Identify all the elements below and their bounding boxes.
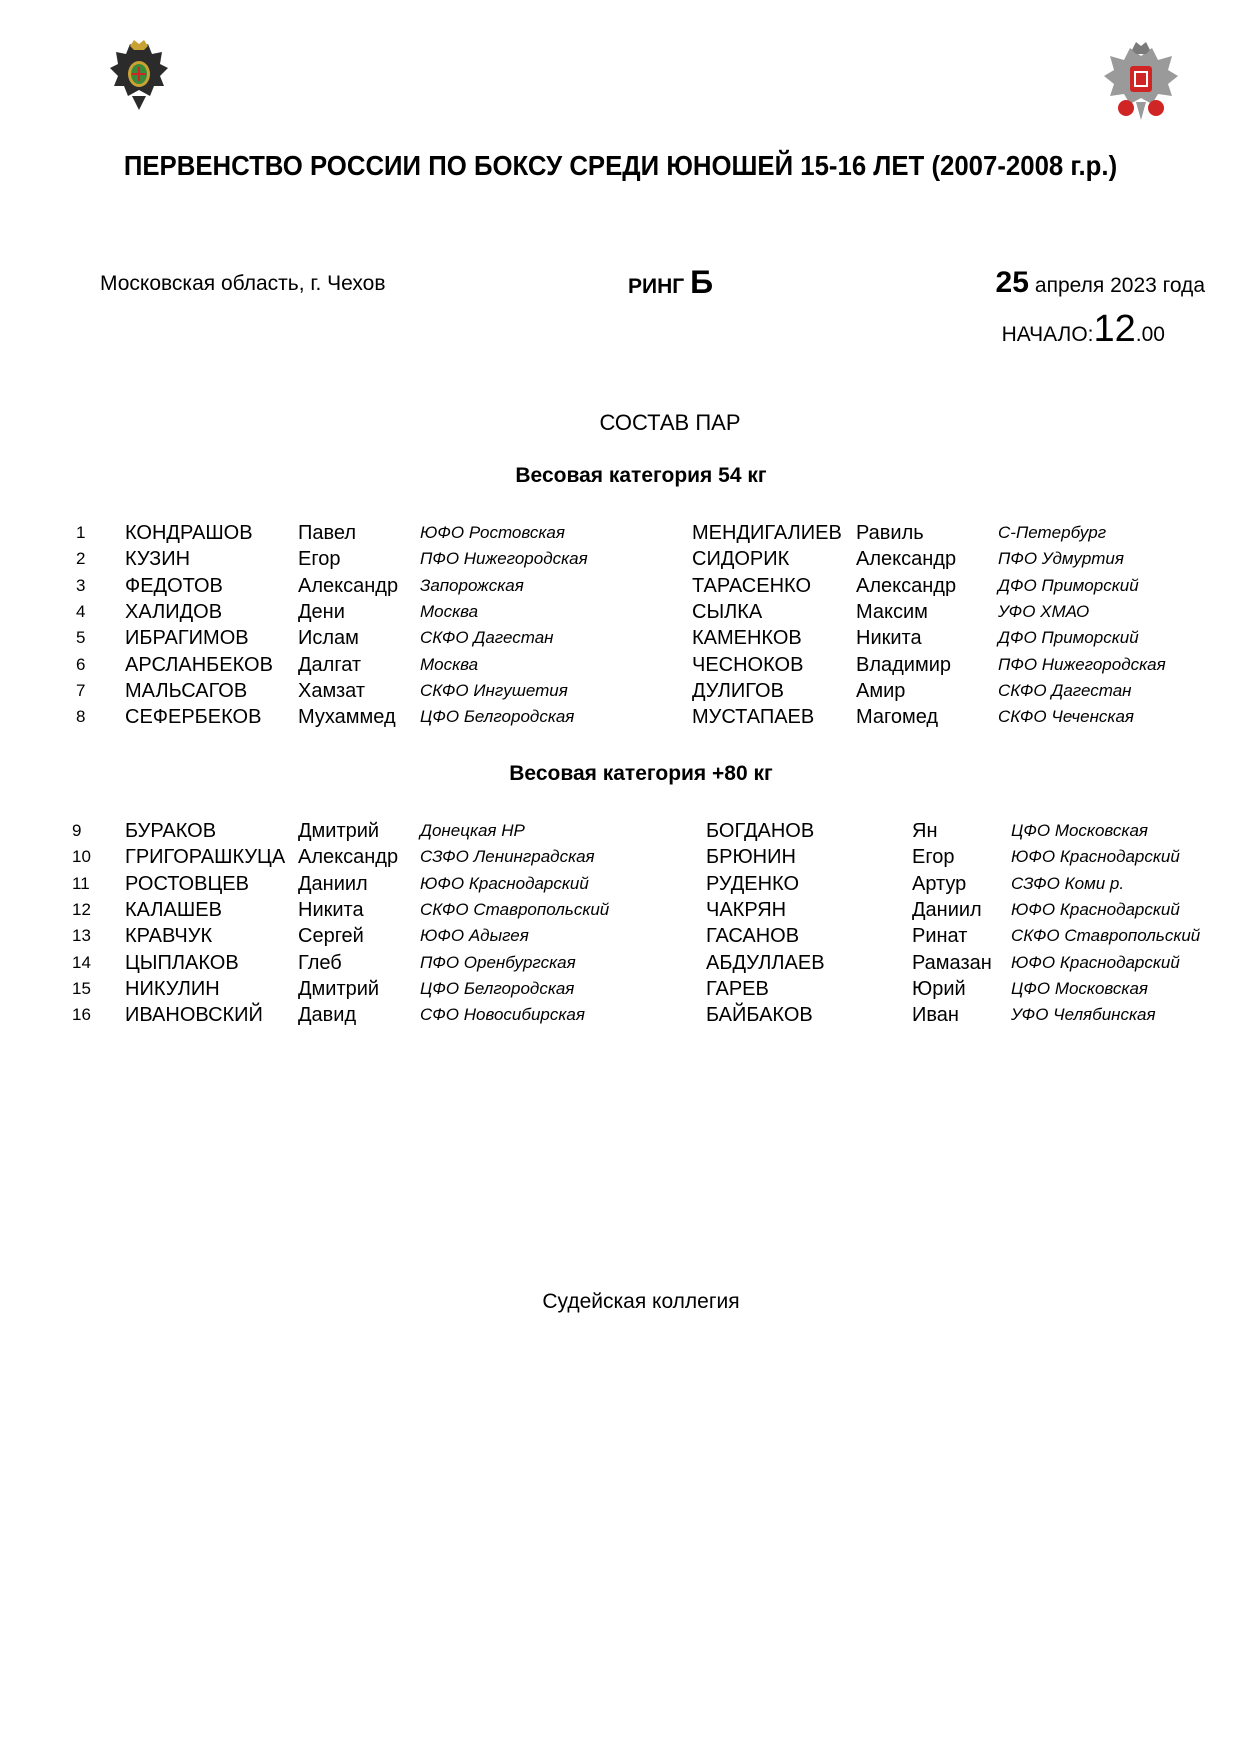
blue-corner-last-name: ЧАКРЯН xyxy=(706,898,787,921)
date-day: 25 xyxy=(995,266,1029,299)
red-corner-region: Москва xyxy=(420,654,479,674)
red-corner-first-name: Давид xyxy=(298,1004,357,1027)
blue-corner-first-name: Юрий xyxy=(912,977,966,1000)
red-corner-region: ЮФО Адыгея xyxy=(420,926,529,946)
blue-corner-region: СКФО Ставропольский xyxy=(1011,926,1201,946)
pair-number: 5 xyxy=(76,628,86,648)
red-corner-region: СФО Новосибирская xyxy=(420,1005,585,1025)
blue-corner-region: ЮФО Краснодарский xyxy=(1011,899,1180,919)
start-time xyxy=(1002,308,1165,351)
pair-number: 7 xyxy=(76,680,86,700)
blue-corner-first-name: Артур xyxy=(912,872,967,895)
blue-corner-last-name: БОГДАНОВ xyxy=(706,820,815,842)
red-corner-first-name: Даниил xyxy=(298,872,368,895)
ring-value: Б xyxy=(690,264,714,300)
red-corner-last-name: КОНДРАШОВ xyxy=(125,522,253,544)
red-corner-last-name: КРАВЧУК xyxy=(125,925,213,948)
pair-number: 9 xyxy=(72,821,82,840)
blue-corner-region: ПФО Удмуртия xyxy=(998,549,1124,569)
blue-corner-last-name: МЕНДИГАЛИЕВ xyxy=(692,522,842,544)
blue-corner-last-name: АБДУЛЛАЕВ xyxy=(706,951,825,974)
red-corner-last-name: МАЛЬСАГОВ xyxy=(125,679,248,702)
red-corner-last-name: АРСЛАНБЕКОВ xyxy=(125,653,273,676)
blue-corner-last-name: ДУЛИГОВ xyxy=(692,679,784,702)
red-corner-region: ПФО Оренбургская xyxy=(420,952,576,972)
blue-corner-region: УФО ХМАО xyxy=(998,601,1090,621)
blue-corner-region: СКФО Дагестан xyxy=(998,680,1132,700)
boxing-federation-eagle-icon xyxy=(1102,42,1180,122)
red-corner-region: ЮФО Ростовская xyxy=(420,523,565,542)
blue-corner-region: ЦФО Московская xyxy=(1011,978,1148,998)
blue-corner-last-name: ЧЕСНОКОВ xyxy=(692,653,804,676)
red-corner-first-name: Мухаммед xyxy=(298,706,396,729)
pair-number: 3 xyxy=(76,575,86,595)
red-corner-last-name: КУЗИН xyxy=(125,548,191,571)
red-corner-first-name: Александр xyxy=(298,574,399,597)
pair-number: 1 xyxy=(76,523,86,542)
red-corner-first-name: Хамзат xyxy=(298,679,366,702)
blue-corner-last-name: РУДЕНКО xyxy=(706,872,800,895)
red-corner-region: СКФО Ставропольский xyxy=(420,899,610,919)
pair-number: 4 xyxy=(76,601,86,621)
blue-corner-first-name: Максим xyxy=(856,600,928,623)
blue-corner-region: ЮФО Краснодарский xyxy=(1011,847,1180,867)
blue-corner-first-name: Рамазан xyxy=(912,951,992,974)
blue-corner-region: СЗФО Коми р. xyxy=(1011,873,1125,893)
blue-corner-region: С-Петербург xyxy=(998,523,1107,542)
pair-number: 15 xyxy=(72,978,91,998)
red-corner-region: СКФО Дагестан xyxy=(420,628,554,648)
red-corner-last-name: ЦЫПЛАКОВ xyxy=(125,951,239,974)
red-corner-first-name: Дмитрий xyxy=(298,820,380,842)
blue-corner-first-name: Иван xyxy=(912,1004,959,1027)
red-corner-last-name: ИВАНОВСКИЙ xyxy=(125,1004,263,1027)
blue-corner-region: ДФО Приморский xyxy=(998,628,1139,648)
blue-corner-region: СКФО Чеченская xyxy=(998,707,1134,727)
red-corner-region: ЮФО Краснодарский xyxy=(420,873,589,893)
red-corner-first-name: Далгат xyxy=(298,653,362,676)
pair-number: 16 xyxy=(72,1005,91,1025)
start-hour: 12 xyxy=(1093,308,1136,350)
ring-label: РИНГ xyxy=(628,275,685,298)
red-corner-first-name: Глеб xyxy=(298,951,342,974)
blue-corner-first-name: Равиль xyxy=(856,522,924,544)
red-corner-first-name: Сергей xyxy=(298,925,364,948)
blue-corner-region: ЮФО Краснодарский xyxy=(1011,952,1180,972)
blue-corner-last-name: ТАРАСЕНКО xyxy=(692,574,812,597)
pair-number: 8 xyxy=(76,707,86,727)
red-corner-region: ЦФО Белгородская xyxy=(420,707,575,727)
date-month-year: апреля 2023 года xyxy=(1034,274,1205,297)
pair-number: 10 xyxy=(72,847,91,867)
blue-corner-last-name: КАМЕНКОВ xyxy=(692,627,802,650)
blue-corner-first-name: Никита xyxy=(856,627,922,650)
red-corner-first-name: Дени xyxy=(298,600,345,623)
red-corner-region: СКФО Ингушетия xyxy=(420,680,568,700)
red-corner-last-name: БУРАКОВ xyxy=(125,820,217,842)
red-corner-last-name: ХАЛИДОВ xyxy=(125,600,223,623)
blue-corner-last-name: МУСТАПАЕВ xyxy=(692,706,815,729)
pair-number: 6 xyxy=(76,654,86,674)
red-corner-region: Донецкая НР xyxy=(420,821,525,840)
red-corner-last-name: СЕФЕРБЕКОВ xyxy=(125,706,262,729)
blue-corner-last-name: БАЙБАКОВ xyxy=(706,1004,813,1027)
blue-corner-first-name: Магомед xyxy=(856,706,939,729)
pair-number: 14 xyxy=(72,952,91,972)
blue-corner-first-name: Владимир xyxy=(856,653,952,676)
blue-corner-first-name: Ян xyxy=(912,820,938,842)
red-corner-first-name: Ислам xyxy=(298,627,359,650)
pair-number: 13 xyxy=(72,926,91,946)
ring-info xyxy=(628,264,713,301)
red-corner-last-name: КАЛАШЕВ xyxy=(125,898,222,921)
red-corner-region: СЗФО Ленинградская xyxy=(420,847,595,867)
red-corner-first-name: Павел xyxy=(298,522,357,544)
blue-corner-first-name: Амир xyxy=(856,679,906,702)
pair-number: 2 xyxy=(76,549,86,569)
red-corner-last-name: НИКУЛИН xyxy=(125,977,220,1000)
red-corner-first-name: Егор xyxy=(298,548,341,571)
red-corner-last-name: РОСТОВЦЕВ xyxy=(125,872,249,895)
start-minutes: .00 xyxy=(1135,323,1165,346)
blue-corner-last-name: СИДОРИК xyxy=(692,548,790,571)
pair-number: 11 xyxy=(72,873,90,893)
red-corner-region: ЦФО Белгородская xyxy=(420,978,575,998)
ministry-of-sport-eagle-icon xyxy=(108,40,170,112)
blue-corner-last-name: СЫЛКА xyxy=(692,600,763,623)
page-title: ПЕРВЕНСТВО РОССИИ ПО БОКСУ СРЕДИ ЮНОШЕЙ 15-16 ЛЕТ (2007-2008 г.р.) xyxy=(123,150,1118,181)
red-corner-region: Запорожская xyxy=(420,575,524,595)
red-corner-last-name: ИБРАГИМОВ xyxy=(125,627,249,650)
blue-corner-last-name: ГАСАНОВ xyxy=(706,925,800,948)
event-date xyxy=(996,266,1205,300)
judging-committee: Судейская коллегия xyxy=(542,1290,740,1313)
blue-corner-first-name: Егор xyxy=(912,846,955,869)
red-corner-last-name: ФЕДОТОВ xyxy=(125,574,223,597)
red-corner-last-name: ГРИГОРАШКУЦА xyxy=(125,846,286,869)
category-title: Весовая категория +80 кг xyxy=(509,762,773,785)
red-corner-region: ПФО Нижегородская xyxy=(420,549,588,569)
red-corner-region: Москва xyxy=(420,601,479,621)
start-label: НАЧАЛО: xyxy=(1001,323,1094,346)
blue-corner-region: ПФО Нижегородская xyxy=(998,654,1166,674)
event-location: Московская область, г. Чехов xyxy=(100,272,386,295)
blue-corner-first-name: Даниил xyxy=(912,898,982,921)
category-title: Весовая категория 54 кг xyxy=(515,464,767,487)
blue-corner-region: ДФО Приморский xyxy=(998,575,1139,595)
blue-corner-last-name: ГАРЕВ xyxy=(706,977,769,1000)
pair-number: 12 xyxy=(72,899,91,919)
blue-corner-first-name: Александр xyxy=(856,574,957,597)
red-corner-first-name: Александр xyxy=(298,846,399,869)
red-corner-first-name: Никита xyxy=(298,898,364,921)
blue-corner-region: ЦФО Московская xyxy=(1011,821,1148,840)
blue-corner-first-name: Ринат xyxy=(912,925,968,948)
blue-corner-first-name: Александр xyxy=(856,548,957,571)
red-corner-first-name: Дмитрий xyxy=(298,977,380,1000)
blue-corner-last-name: БРЮНИН xyxy=(706,846,796,869)
section-title: СОСТАВ ПАР xyxy=(599,410,741,435)
blue-corner-region: УФО Челябинская xyxy=(1011,1005,1156,1025)
